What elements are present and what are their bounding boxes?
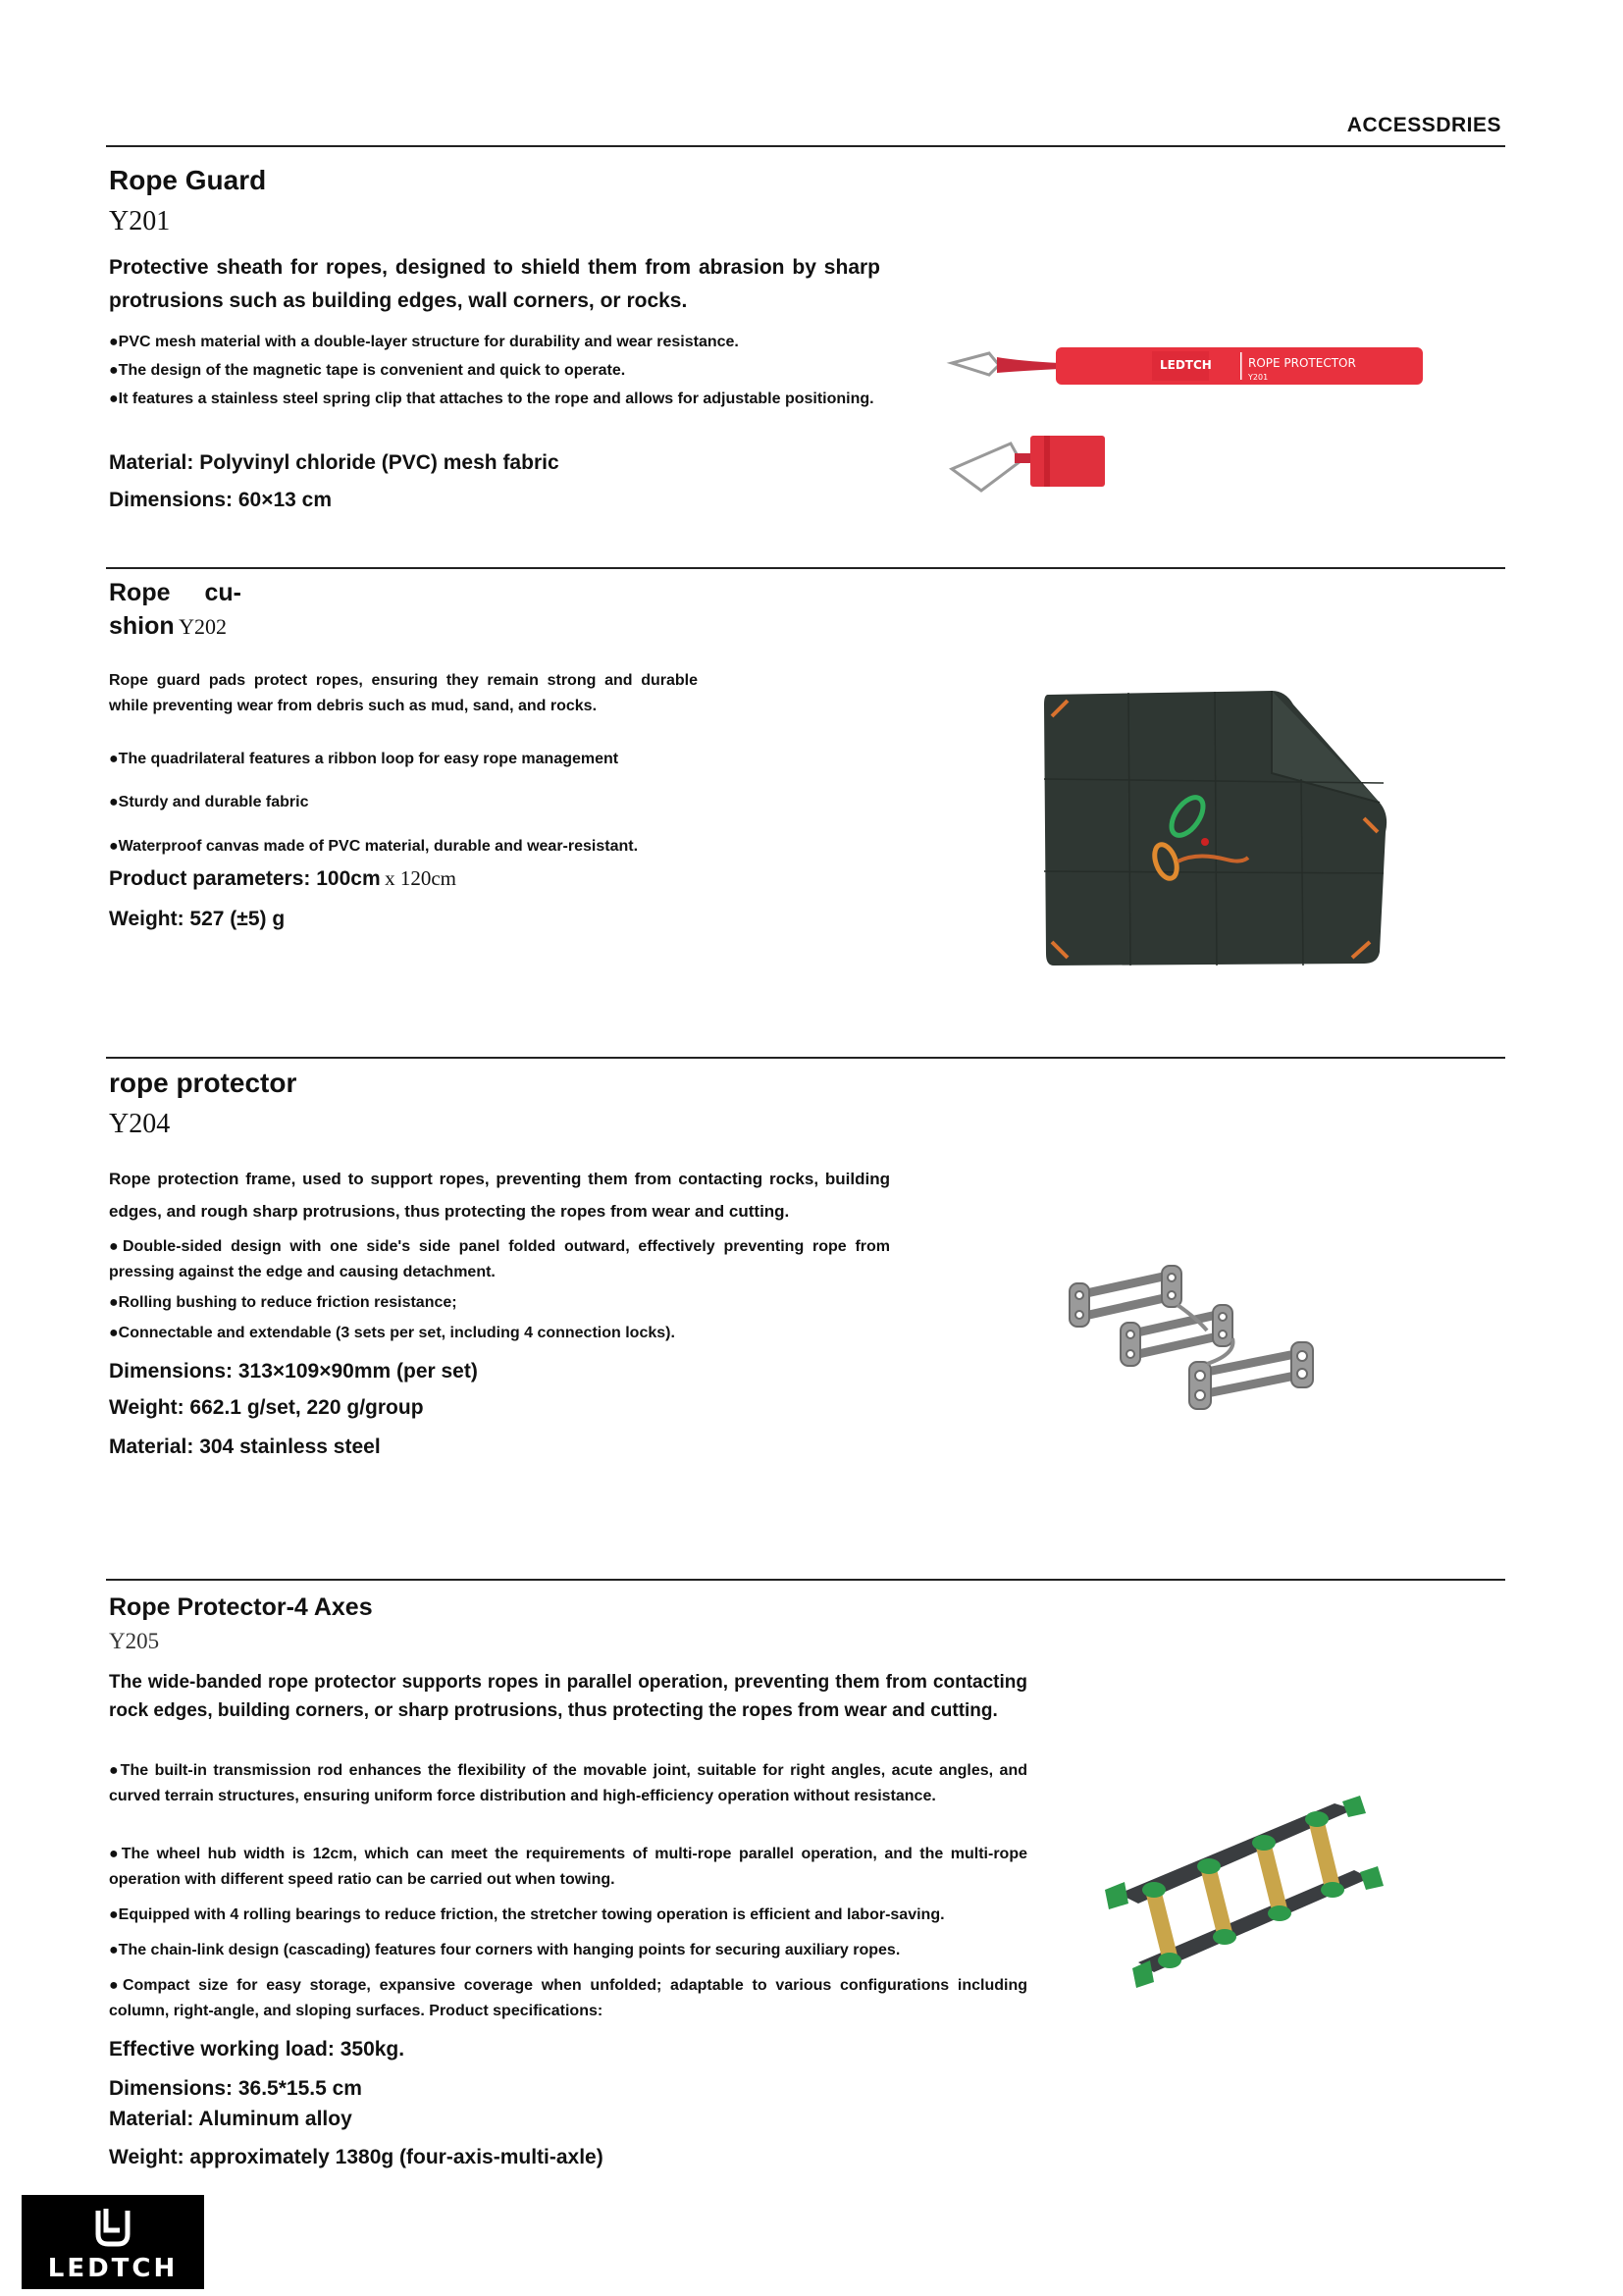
side-plate (1213, 1305, 1232, 1346)
product-intro-y205: The wide-banded rope protector supports ropes in parallel operation, preventing them from contacting rock edges, building corners, or sharp protrusions, thus protecting the ropes from wear and cutting. (109, 1672, 1027, 1721)
product-model-y202: Y202 (179, 614, 228, 639)
spring-clip-icon (952, 353, 999, 375)
feature-item: ●It features a stainless steel spring clip that attaches to the rope and allows for adjustable positioning. (109, 391, 874, 407)
brand-logo-icon (90, 2205, 135, 2250)
product-model-y205: Y205 (109, 1629, 160, 1653)
feature-item: ●Compact size for easy storage, expansive coverage when unfolded; adaptable to various configurations including column, right-angle, and sloping surfaces. Product specifications: (109, 1977, 1027, 2019)
spec-load-y205: Effective working load: 350kg. (109, 2038, 405, 2061)
axle-end-icon (1213, 1929, 1236, 1945)
side-plate (1162, 1266, 1181, 1307)
spec-material-y201: Material: Polyvinyl chloride (PVC) mesh fabric (109, 451, 559, 474)
product-model-y204: Y204 (109, 1109, 171, 1139)
hanging-point-icon (1132, 1960, 1154, 1988)
footer-logo (22, 2195, 204, 2289)
side-plate (1070, 1283, 1089, 1327)
side-plate (1121, 1323, 1140, 1366)
product-title-y205: Rope Protector-4 Axes (109, 1593, 373, 1621)
divider (106, 145, 1505, 147)
spec-weight-y204: Weight: 662.1 g/set, 220 g/group (109, 1396, 424, 1419)
feature-item: ●The design of the magnetic tape is convenient and quick to operate. (109, 362, 626, 379)
product-model-y201: Y201 (109, 206, 171, 236)
feature-item: ●Double-sided design with one side's side panel folded outward, effectively preventing rope from pressing against the edge and causing detachment. (109, 1238, 890, 1280)
feature-item: ●Sturdy and durable fabric (109, 794, 309, 810)
feature-item: ●PVC mesh material with a double-layer structure for durability and wear resistance. (109, 334, 739, 350)
hanging-point-icon (1360, 1866, 1384, 1890)
brand-mark: LEDTCH (1160, 358, 1212, 372)
hanging-point-icon (1105, 1882, 1128, 1909)
strap-icon (997, 357, 1060, 373)
axle-end-icon (1305, 1811, 1329, 1827)
spec-weight-y202: Weight: 527 (±5) g (109, 908, 286, 930)
side-plate (1291, 1342, 1313, 1387)
feature-item: ●The quadrilateral features a ribbon loop for easy rope management (109, 751, 619, 767)
sheath-short (1030, 436, 1105, 487)
feature-item: ●The built-in transmission rod enhances the flexibility of the movable joint, suitable for right angles, acute angles, and curved terrain structures, ensuring uniform force distribution and high-efficiency operation without resistance. (109, 1762, 1027, 1804)
sheath-sublabel: Y201 (1248, 373, 1269, 382)
product-title-y202-line1: Rope cu- (109, 579, 241, 606)
rope-protector-frame-image (1060, 1256, 1384, 1423)
feature-item: ●The wheel hub width is 12cm, which can meet the requirements of multi-rope parallel operation, and the multi-rope operation with different speed ratio can be carried out when towing. (109, 1846, 1027, 1888)
product-intro-y202: Rope guard pads protect ropes, ensuring they remain strong and durable while preventing wear from debris such as mud, sand, and rocks. (109, 672, 698, 714)
product-title-y204: rope protector (109, 1068, 297, 1098)
spec-weight-y205: Weight: approximately 1380g (four-axis-multi-axle) (109, 2146, 603, 2168)
sheath-label: ROPE PROTECTOR (1248, 356, 1356, 370)
product-title-y201: Rope Guard (109, 165, 267, 195)
rope-cushion-image (1040, 685, 1393, 969)
rope-guard-image (942, 334, 1472, 510)
feature-item: ●Rolling bushing to reduce friction resistance; (109, 1294, 457, 1311)
rope-protector-4-axes-image (1060, 1796, 1413, 1992)
feature-list-y201 (109, 330, 880, 412)
spec-params-y202 (109, 866, 456, 891)
product-title-y202-line2 (109, 612, 227, 641)
axle-end-icon (1252, 1835, 1276, 1851)
hanging-point-icon (1342, 1796, 1366, 1817)
feature-item: ●Waterproof canvas made of PVC material, durable and wear-resistant. (109, 838, 639, 855)
spec-dimensions-y204: Dimensions: 313×109×90mm (per set) (109, 1360, 478, 1383)
spec-dimensions-y201: Dimensions: 60×13 cm (109, 489, 333, 511)
footer-brand: LEDTCH (47, 2254, 179, 2283)
spec-material-y205: Material: Aluminum alloy (109, 2108, 352, 2130)
feature-item: ●The chain-link design (cascading) features four corners with hanging points for securing auxiliary ropes. (109, 1942, 901, 1958)
feature-item: ●Equipped with 4 rolling bearings to reduce friction, the stretcher towing operation is efficient and labor-saving. (109, 1906, 945, 1923)
sheath-long (1056, 347, 1423, 385)
spec-params-label: Product parameters: 100cm (109, 867, 381, 890)
divider (106, 1579, 1505, 1581)
product-intro-y204: Rope protection frame, used to support ropes, preventing them from contacting rocks, building edges, and rough sharp protrusions, thus protecting the ropes from wear and cutting. (109, 1170, 890, 1221)
spring-clip-icon (952, 444, 1021, 491)
section-category-label: ACCESSDRIES (1346, 114, 1501, 136)
product-title-y202: shion (109, 612, 175, 640)
spec-material-y204: Material: 304 stainless steel (109, 1435, 381, 1458)
product-intro-y201: Protective sheath for ropes, designed to shield them from abrasion by sharp protrusions such as building edges, wall corners, or rocks. (109, 256, 880, 312)
axle-end-icon (1142, 1882, 1166, 1898)
axle-end-icon (1158, 1953, 1181, 1968)
axle-end-icon (1197, 1858, 1221, 1874)
divider (106, 567, 1505, 569)
spec-dimensions-y205: Dimensions: 36.5*15.5 cm (109, 2077, 362, 2100)
side-plate (1189, 1362, 1211, 1409)
axle-end-icon (1321, 1882, 1344, 1898)
feature-item: ●Connectable and extendable (3 sets per set, including 4 connection locks). (109, 1325, 675, 1341)
spec-params-value: x 120cm (385, 866, 456, 890)
axle-end-icon (1268, 1905, 1291, 1921)
divider (106, 1057, 1505, 1059)
